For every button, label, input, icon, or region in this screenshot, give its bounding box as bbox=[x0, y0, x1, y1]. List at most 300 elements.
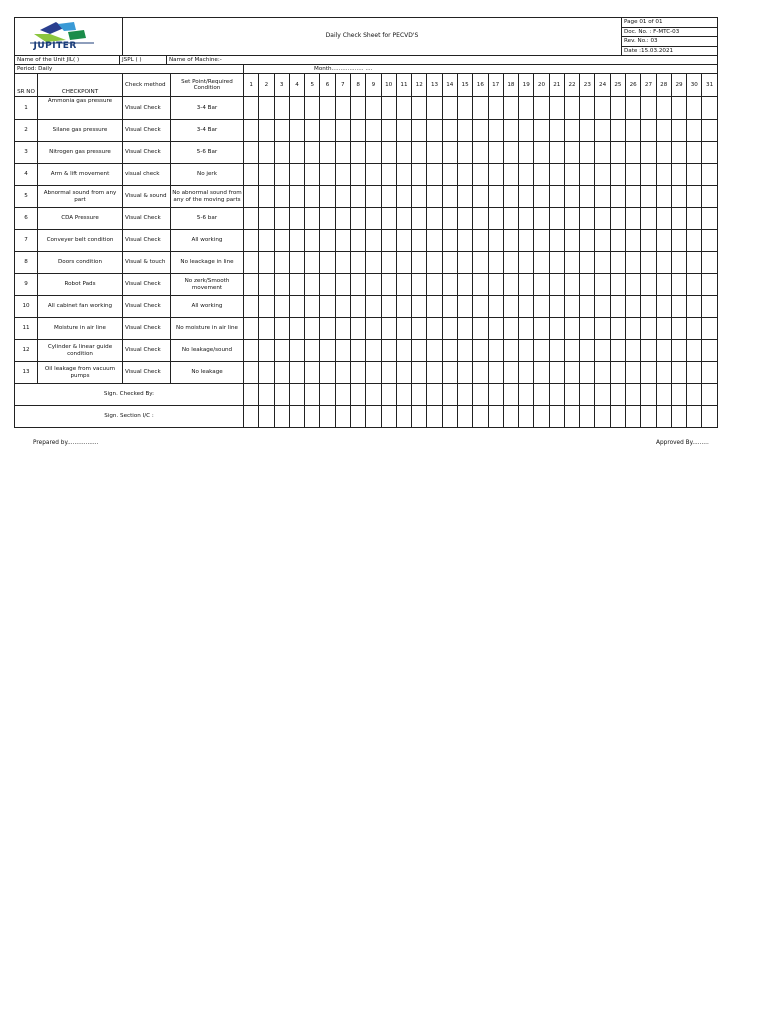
day-entry-cell[interactable] bbox=[289, 142, 304, 164]
day-entry-cell[interactable] bbox=[412, 362, 427, 384]
day-entry-cell[interactable] bbox=[381, 97, 396, 120]
day-entry-cell[interactable] bbox=[641, 186, 656, 208]
day-entry-cell[interactable] bbox=[442, 340, 457, 362]
day-entry-cell[interactable] bbox=[564, 208, 579, 230]
day-entry-cell[interactable] bbox=[519, 340, 534, 362]
day-entry-cell[interactable] bbox=[519, 230, 534, 252]
day-entry-cell[interactable] bbox=[519, 142, 534, 164]
day-entry-cell[interactable] bbox=[427, 340, 442, 362]
day-entry-cell[interactable] bbox=[259, 296, 274, 318]
day-entry-cell[interactable] bbox=[702, 230, 717, 252]
day-entry-cell[interactable] bbox=[259, 120, 274, 142]
signature-entry-cell[interactable] bbox=[244, 406, 259, 428]
day-entry-cell[interactable] bbox=[595, 164, 610, 186]
day-entry-cell[interactable] bbox=[381, 296, 396, 318]
day-entry-cell[interactable] bbox=[381, 340, 396, 362]
day-entry-cell[interactable] bbox=[656, 142, 671, 164]
day-entry-cell[interactable] bbox=[350, 318, 365, 340]
day-entry-cell[interactable] bbox=[427, 274, 442, 296]
signature-entry-cell[interactable] bbox=[549, 384, 564, 406]
day-entry-cell[interactable] bbox=[473, 362, 488, 384]
day-entry-cell[interactable] bbox=[564, 120, 579, 142]
day-entry-cell[interactable] bbox=[274, 186, 289, 208]
day-entry-cell[interactable] bbox=[656, 340, 671, 362]
day-entry-cell[interactable] bbox=[549, 362, 564, 384]
day-entry-cell[interactable] bbox=[412, 164, 427, 186]
day-entry-cell[interactable] bbox=[503, 164, 518, 186]
day-entry-cell[interactable] bbox=[687, 340, 702, 362]
day-entry-cell[interactable] bbox=[289, 252, 304, 274]
day-entry-cell[interactable] bbox=[549, 230, 564, 252]
day-entry-cell[interactable] bbox=[305, 142, 320, 164]
day-entry-cell[interactable] bbox=[427, 230, 442, 252]
day-entry-cell[interactable] bbox=[350, 296, 365, 318]
signature-entry-cell[interactable] bbox=[687, 384, 702, 406]
day-entry-cell[interactable] bbox=[350, 186, 365, 208]
day-entry-cell[interactable] bbox=[671, 362, 686, 384]
signature-entry-cell[interactable] bbox=[549, 406, 564, 428]
day-entry-cell[interactable] bbox=[457, 296, 472, 318]
day-entry-cell[interactable] bbox=[381, 142, 396, 164]
day-entry-cell[interactable] bbox=[564, 318, 579, 340]
day-entry-cell[interactable] bbox=[641, 362, 656, 384]
day-entry-cell[interactable] bbox=[274, 318, 289, 340]
day-entry-cell[interactable] bbox=[534, 252, 549, 274]
day-entry-cell[interactable] bbox=[595, 142, 610, 164]
signature-entry-cell[interactable] bbox=[335, 406, 350, 428]
day-entry-cell[interactable] bbox=[473, 164, 488, 186]
day-entry-cell[interactable] bbox=[305, 186, 320, 208]
day-entry-cell[interactable] bbox=[671, 230, 686, 252]
day-entry-cell[interactable] bbox=[442, 186, 457, 208]
signature-entry-cell[interactable] bbox=[534, 406, 549, 428]
day-entry-cell[interactable] bbox=[503, 296, 518, 318]
signature-entry-cell[interactable] bbox=[457, 406, 472, 428]
day-entry-cell[interactable] bbox=[641, 142, 656, 164]
signature-entry-cell[interactable] bbox=[671, 406, 686, 428]
day-entry-cell[interactable] bbox=[610, 274, 625, 296]
day-entry-cell[interactable] bbox=[412, 274, 427, 296]
signature-entry-cell[interactable] bbox=[656, 406, 671, 428]
day-entry-cell[interactable] bbox=[427, 296, 442, 318]
day-entry-cell[interactable] bbox=[244, 340, 259, 362]
signature-entry-cell[interactable] bbox=[412, 406, 427, 428]
day-entry-cell[interactable] bbox=[595, 208, 610, 230]
day-entry-cell[interactable] bbox=[626, 362, 641, 384]
day-entry-cell[interactable] bbox=[335, 274, 350, 296]
day-entry-cell[interactable] bbox=[534, 186, 549, 208]
day-entry-cell[interactable] bbox=[687, 274, 702, 296]
day-entry-cell[interactable] bbox=[381, 362, 396, 384]
signature-entry-cell[interactable] bbox=[396, 384, 411, 406]
day-entry-cell[interactable] bbox=[244, 164, 259, 186]
day-entry-cell[interactable] bbox=[656, 208, 671, 230]
signature-entry-cell[interactable] bbox=[274, 406, 289, 428]
day-entry-cell[interactable] bbox=[610, 142, 625, 164]
day-entry-cell[interactable] bbox=[488, 296, 503, 318]
day-entry-cell[interactable] bbox=[427, 362, 442, 384]
day-entry-cell[interactable] bbox=[335, 142, 350, 164]
day-entry-cell[interactable] bbox=[473, 186, 488, 208]
day-entry-cell[interactable] bbox=[244, 186, 259, 208]
day-entry-cell[interactable] bbox=[244, 97, 259, 120]
day-entry-cell[interactable] bbox=[442, 362, 457, 384]
day-entry-cell[interactable] bbox=[549, 274, 564, 296]
day-entry-cell[interactable] bbox=[396, 274, 411, 296]
day-entry-cell[interactable] bbox=[412, 296, 427, 318]
signature-entry-cell[interactable] bbox=[350, 406, 365, 428]
day-entry-cell[interactable] bbox=[488, 252, 503, 274]
day-entry-cell[interactable] bbox=[427, 164, 442, 186]
day-entry-cell[interactable] bbox=[580, 296, 595, 318]
day-entry-cell[interactable] bbox=[702, 142, 717, 164]
day-entry-cell[interactable] bbox=[671, 296, 686, 318]
day-entry-cell[interactable] bbox=[350, 164, 365, 186]
day-entry-cell[interactable] bbox=[350, 142, 365, 164]
day-entry-cell[interactable] bbox=[442, 164, 457, 186]
day-entry-cell[interactable] bbox=[289, 362, 304, 384]
day-entry-cell[interactable] bbox=[610, 318, 625, 340]
day-entry-cell[interactable] bbox=[702, 274, 717, 296]
signature-entry-cell[interactable] bbox=[305, 384, 320, 406]
day-entry-cell[interactable] bbox=[702, 318, 717, 340]
day-entry-cell[interactable] bbox=[427, 318, 442, 340]
day-entry-cell[interactable] bbox=[289, 97, 304, 120]
day-entry-cell[interactable] bbox=[289, 318, 304, 340]
day-entry-cell[interactable] bbox=[381, 120, 396, 142]
day-entry-cell[interactable] bbox=[259, 230, 274, 252]
signature-entry-cell[interactable] bbox=[687, 406, 702, 428]
day-entry-cell[interactable] bbox=[671, 164, 686, 186]
day-entry-cell[interactable] bbox=[534, 340, 549, 362]
day-entry-cell[interactable] bbox=[259, 252, 274, 274]
day-entry-cell[interactable] bbox=[305, 340, 320, 362]
day-entry-cell[interactable] bbox=[702, 296, 717, 318]
day-entry-cell[interactable] bbox=[244, 252, 259, 274]
day-entry-cell[interactable] bbox=[534, 164, 549, 186]
day-entry-cell[interactable] bbox=[350, 208, 365, 230]
day-entry-cell[interactable] bbox=[350, 362, 365, 384]
day-entry-cell[interactable] bbox=[274, 230, 289, 252]
signature-entry-cell[interactable] bbox=[259, 406, 274, 428]
day-entry-cell[interactable] bbox=[350, 97, 365, 120]
day-entry-cell[interactable] bbox=[564, 362, 579, 384]
day-entry-cell[interactable] bbox=[687, 208, 702, 230]
day-entry-cell[interactable] bbox=[503, 230, 518, 252]
day-entry-cell[interactable] bbox=[671, 340, 686, 362]
day-entry-cell[interactable] bbox=[549, 120, 564, 142]
day-entry-cell[interactable] bbox=[549, 296, 564, 318]
signature-entry-cell[interactable] bbox=[274, 384, 289, 406]
day-entry-cell[interactable] bbox=[259, 362, 274, 384]
day-entry-cell[interactable] bbox=[473, 120, 488, 142]
day-entry-cell[interactable] bbox=[366, 252, 381, 274]
signature-entry-cell[interactable] bbox=[641, 384, 656, 406]
day-entry-cell[interactable] bbox=[320, 296, 335, 318]
day-entry-cell[interactable] bbox=[396, 208, 411, 230]
day-entry-cell[interactable] bbox=[274, 120, 289, 142]
day-entry-cell[interactable] bbox=[564, 97, 579, 120]
signature-entry-cell[interactable] bbox=[656, 384, 671, 406]
day-entry-cell[interactable] bbox=[335, 164, 350, 186]
day-entry-cell[interactable] bbox=[564, 252, 579, 274]
day-entry-cell[interactable] bbox=[350, 340, 365, 362]
day-entry-cell[interactable] bbox=[335, 296, 350, 318]
day-entry-cell[interactable] bbox=[610, 97, 625, 120]
day-entry-cell[interactable] bbox=[473, 97, 488, 120]
day-entry-cell[interactable] bbox=[396, 296, 411, 318]
signature-entry-cell[interactable] bbox=[610, 406, 625, 428]
day-entry-cell[interactable] bbox=[687, 230, 702, 252]
day-entry-cell[interactable] bbox=[366, 97, 381, 120]
day-entry-cell[interactable] bbox=[564, 164, 579, 186]
day-entry-cell[interactable] bbox=[305, 362, 320, 384]
day-entry-cell[interactable] bbox=[488, 186, 503, 208]
day-entry-cell[interactable] bbox=[457, 340, 472, 362]
day-entry-cell[interactable] bbox=[519, 362, 534, 384]
day-entry-cell[interactable] bbox=[580, 208, 595, 230]
signature-entry-cell[interactable] bbox=[473, 384, 488, 406]
day-entry-cell[interactable] bbox=[457, 252, 472, 274]
day-entry-cell[interactable] bbox=[244, 296, 259, 318]
day-entry-cell[interactable] bbox=[641, 340, 656, 362]
day-entry-cell[interactable] bbox=[549, 318, 564, 340]
day-entry-cell[interactable] bbox=[442, 208, 457, 230]
signature-entry-cell[interactable] bbox=[626, 406, 641, 428]
day-entry-cell[interactable] bbox=[274, 252, 289, 274]
day-entry-cell[interactable] bbox=[595, 186, 610, 208]
day-entry-cell[interactable] bbox=[473, 230, 488, 252]
day-entry-cell[interactable] bbox=[473, 208, 488, 230]
day-entry-cell[interactable] bbox=[549, 186, 564, 208]
day-entry-cell[interactable] bbox=[473, 318, 488, 340]
day-entry-cell[interactable] bbox=[488, 274, 503, 296]
signature-entry-cell[interactable] bbox=[580, 406, 595, 428]
signature-entry-cell[interactable] bbox=[519, 406, 534, 428]
day-entry-cell[interactable] bbox=[396, 142, 411, 164]
day-entry-cell[interactable] bbox=[289, 164, 304, 186]
day-entry-cell[interactable] bbox=[564, 230, 579, 252]
day-entry-cell[interactable] bbox=[534, 120, 549, 142]
signature-entry-cell[interactable] bbox=[366, 384, 381, 406]
day-entry-cell[interactable] bbox=[244, 362, 259, 384]
signature-entry-cell[interactable] bbox=[320, 384, 335, 406]
day-entry-cell[interactable] bbox=[503, 318, 518, 340]
day-entry-cell[interactable] bbox=[320, 186, 335, 208]
day-entry-cell[interactable] bbox=[580, 120, 595, 142]
day-entry-cell[interactable] bbox=[289, 208, 304, 230]
day-entry-cell[interactable] bbox=[580, 230, 595, 252]
day-entry-cell[interactable] bbox=[702, 120, 717, 142]
day-entry-cell[interactable] bbox=[305, 208, 320, 230]
day-entry-cell[interactable] bbox=[396, 164, 411, 186]
signature-entry-cell[interactable] bbox=[442, 406, 457, 428]
day-entry-cell[interactable] bbox=[610, 340, 625, 362]
day-entry-cell[interactable] bbox=[595, 230, 610, 252]
day-entry-cell[interactable] bbox=[457, 120, 472, 142]
day-entry-cell[interactable] bbox=[656, 274, 671, 296]
signature-entry-cell[interactable] bbox=[305, 406, 320, 428]
day-entry-cell[interactable] bbox=[687, 186, 702, 208]
day-entry-cell[interactable] bbox=[595, 97, 610, 120]
day-entry-cell[interactable] bbox=[626, 142, 641, 164]
day-entry-cell[interactable] bbox=[641, 164, 656, 186]
day-entry-cell[interactable] bbox=[442, 230, 457, 252]
signature-entry-cell[interactable] bbox=[335, 384, 350, 406]
day-entry-cell[interactable] bbox=[641, 120, 656, 142]
day-entry-cell[interactable] bbox=[656, 164, 671, 186]
day-entry-cell[interactable] bbox=[412, 97, 427, 120]
day-entry-cell[interactable] bbox=[305, 164, 320, 186]
day-entry-cell[interactable] bbox=[305, 230, 320, 252]
day-entry-cell[interactable] bbox=[457, 164, 472, 186]
day-entry-cell[interactable] bbox=[549, 97, 564, 120]
day-entry-cell[interactable] bbox=[244, 120, 259, 142]
day-entry-cell[interactable] bbox=[503, 362, 518, 384]
signature-entry-cell[interactable] bbox=[503, 406, 518, 428]
day-entry-cell[interactable] bbox=[549, 208, 564, 230]
signature-entry-cell[interactable] bbox=[366, 406, 381, 428]
day-entry-cell[interactable] bbox=[687, 252, 702, 274]
day-entry-cell[interactable] bbox=[320, 97, 335, 120]
day-entry-cell[interactable] bbox=[610, 252, 625, 274]
signature-entry-cell[interactable] bbox=[381, 384, 396, 406]
day-entry-cell[interactable] bbox=[656, 252, 671, 274]
day-entry-cell[interactable] bbox=[396, 230, 411, 252]
day-entry-cell[interactable] bbox=[259, 318, 274, 340]
day-entry-cell[interactable] bbox=[488, 97, 503, 120]
day-entry-cell[interactable] bbox=[274, 362, 289, 384]
day-entry-cell[interactable] bbox=[580, 97, 595, 120]
day-entry-cell[interactable] bbox=[366, 362, 381, 384]
day-entry-cell[interactable] bbox=[442, 296, 457, 318]
signature-entry-cell[interactable] bbox=[381, 406, 396, 428]
day-entry-cell[interactable] bbox=[595, 340, 610, 362]
day-entry-cell[interactable] bbox=[350, 120, 365, 142]
day-entry-cell[interactable] bbox=[641, 296, 656, 318]
day-entry-cell[interactable] bbox=[549, 164, 564, 186]
day-entry-cell[interactable] bbox=[335, 120, 350, 142]
day-entry-cell[interactable] bbox=[702, 208, 717, 230]
day-entry-cell[interactable] bbox=[473, 340, 488, 362]
day-entry-cell[interactable] bbox=[580, 164, 595, 186]
signature-entry-cell[interactable] bbox=[595, 384, 610, 406]
day-entry-cell[interactable] bbox=[687, 296, 702, 318]
day-entry-cell[interactable] bbox=[519, 252, 534, 274]
day-entry-cell[interactable] bbox=[534, 142, 549, 164]
day-entry-cell[interactable] bbox=[396, 362, 411, 384]
day-entry-cell[interactable] bbox=[457, 208, 472, 230]
day-entry-cell[interactable] bbox=[335, 362, 350, 384]
day-entry-cell[interactable] bbox=[259, 340, 274, 362]
day-entry-cell[interactable] bbox=[610, 208, 625, 230]
day-entry-cell[interactable] bbox=[335, 340, 350, 362]
day-entry-cell[interactable] bbox=[274, 340, 289, 362]
day-entry-cell[interactable] bbox=[626, 252, 641, 274]
day-entry-cell[interactable] bbox=[488, 142, 503, 164]
day-entry-cell[interactable] bbox=[305, 296, 320, 318]
signature-entry-cell[interactable] bbox=[427, 384, 442, 406]
day-entry-cell[interactable] bbox=[442, 252, 457, 274]
day-entry-cell[interactable] bbox=[488, 362, 503, 384]
day-entry-cell[interactable] bbox=[488, 318, 503, 340]
day-entry-cell[interactable] bbox=[580, 274, 595, 296]
day-entry-cell[interactable] bbox=[335, 186, 350, 208]
day-entry-cell[interactable] bbox=[580, 362, 595, 384]
day-entry-cell[interactable] bbox=[381, 208, 396, 230]
day-entry-cell[interactable] bbox=[412, 318, 427, 340]
day-entry-cell[interactable] bbox=[626, 97, 641, 120]
day-entry-cell[interactable] bbox=[396, 97, 411, 120]
day-entry-cell[interactable] bbox=[641, 208, 656, 230]
day-entry-cell[interactable] bbox=[427, 120, 442, 142]
day-entry-cell[interactable] bbox=[534, 230, 549, 252]
day-entry-cell[interactable] bbox=[366, 120, 381, 142]
signature-entry-cell[interactable] bbox=[564, 406, 579, 428]
day-entry-cell[interactable] bbox=[626, 208, 641, 230]
day-entry-cell[interactable] bbox=[626, 230, 641, 252]
day-entry-cell[interactable] bbox=[335, 230, 350, 252]
signature-entry-cell[interactable] bbox=[641, 406, 656, 428]
day-entry-cell[interactable] bbox=[488, 120, 503, 142]
day-entry-cell[interactable] bbox=[366, 230, 381, 252]
day-entry-cell[interactable] bbox=[335, 208, 350, 230]
day-entry-cell[interactable] bbox=[626, 296, 641, 318]
day-entry-cell[interactable] bbox=[503, 142, 518, 164]
day-entry-cell[interactable] bbox=[366, 296, 381, 318]
day-entry-cell[interactable] bbox=[335, 318, 350, 340]
day-entry-cell[interactable] bbox=[687, 164, 702, 186]
day-entry-cell[interactable] bbox=[366, 186, 381, 208]
day-entry-cell[interactable] bbox=[366, 164, 381, 186]
signature-entry-cell[interactable] bbox=[488, 406, 503, 428]
day-entry-cell[interactable] bbox=[626, 274, 641, 296]
day-entry-cell[interactable] bbox=[595, 296, 610, 318]
day-entry-cell[interactable] bbox=[274, 142, 289, 164]
day-entry-cell[interactable] bbox=[503, 340, 518, 362]
day-entry-cell[interactable] bbox=[366, 208, 381, 230]
signature-entry-cell[interactable] bbox=[595, 406, 610, 428]
day-entry-cell[interactable] bbox=[274, 97, 289, 120]
day-entry-cell[interactable] bbox=[366, 274, 381, 296]
day-entry-cell[interactable] bbox=[427, 208, 442, 230]
day-entry-cell[interactable] bbox=[702, 340, 717, 362]
day-entry-cell[interactable] bbox=[641, 97, 656, 120]
day-entry-cell[interactable] bbox=[274, 164, 289, 186]
day-entry-cell[interactable] bbox=[519, 120, 534, 142]
day-entry-cell[interactable] bbox=[412, 120, 427, 142]
day-entry-cell[interactable] bbox=[457, 318, 472, 340]
day-entry-cell[interactable] bbox=[244, 142, 259, 164]
signature-entry-cell[interactable] bbox=[702, 384, 717, 406]
day-entry-cell[interactable] bbox=[687, 142, 702, 164]
day-entry-cell[interactable] bbox=[305, 252, 320, 274]
day-entry-cell[interactable] bbox=[519, 97, 534, 120]
day-entry-cell[interactable] bbox=[442, 274, 457, 296]
day-entry-cell[interactable] bbox=[610, 296, 625, 318]
signature-entry-cell[interactable] bbox=[457, 384, 472, 406]
day-entry-cell[interactable] bbox=[656, 186, 671, 208]
day-entry-cell[interactable] bbox=[320, 340, 335, 362]
day-entry-cell[interactable] bbox=[503, 120, 518, 142]
day-entry-cell[interactable] bbox=[503, 186, 518, 208]
day-entry-cell[interactable] bbox=[442, 120, 457, 142]
day-entry-cell[interactable] bbox=[259, 274, 274, 296]
signature-entry-cell[interactable] bbox=[289, 384, 304, 406]
day-entry-cell[interactable] bbox=[595, 252, 610, 274]
day-entry-cell[interactable] bbox=[656, 362, 671, 384]
signature-entry-cell[interactable] bbox=[519, 384, 534, 406]
